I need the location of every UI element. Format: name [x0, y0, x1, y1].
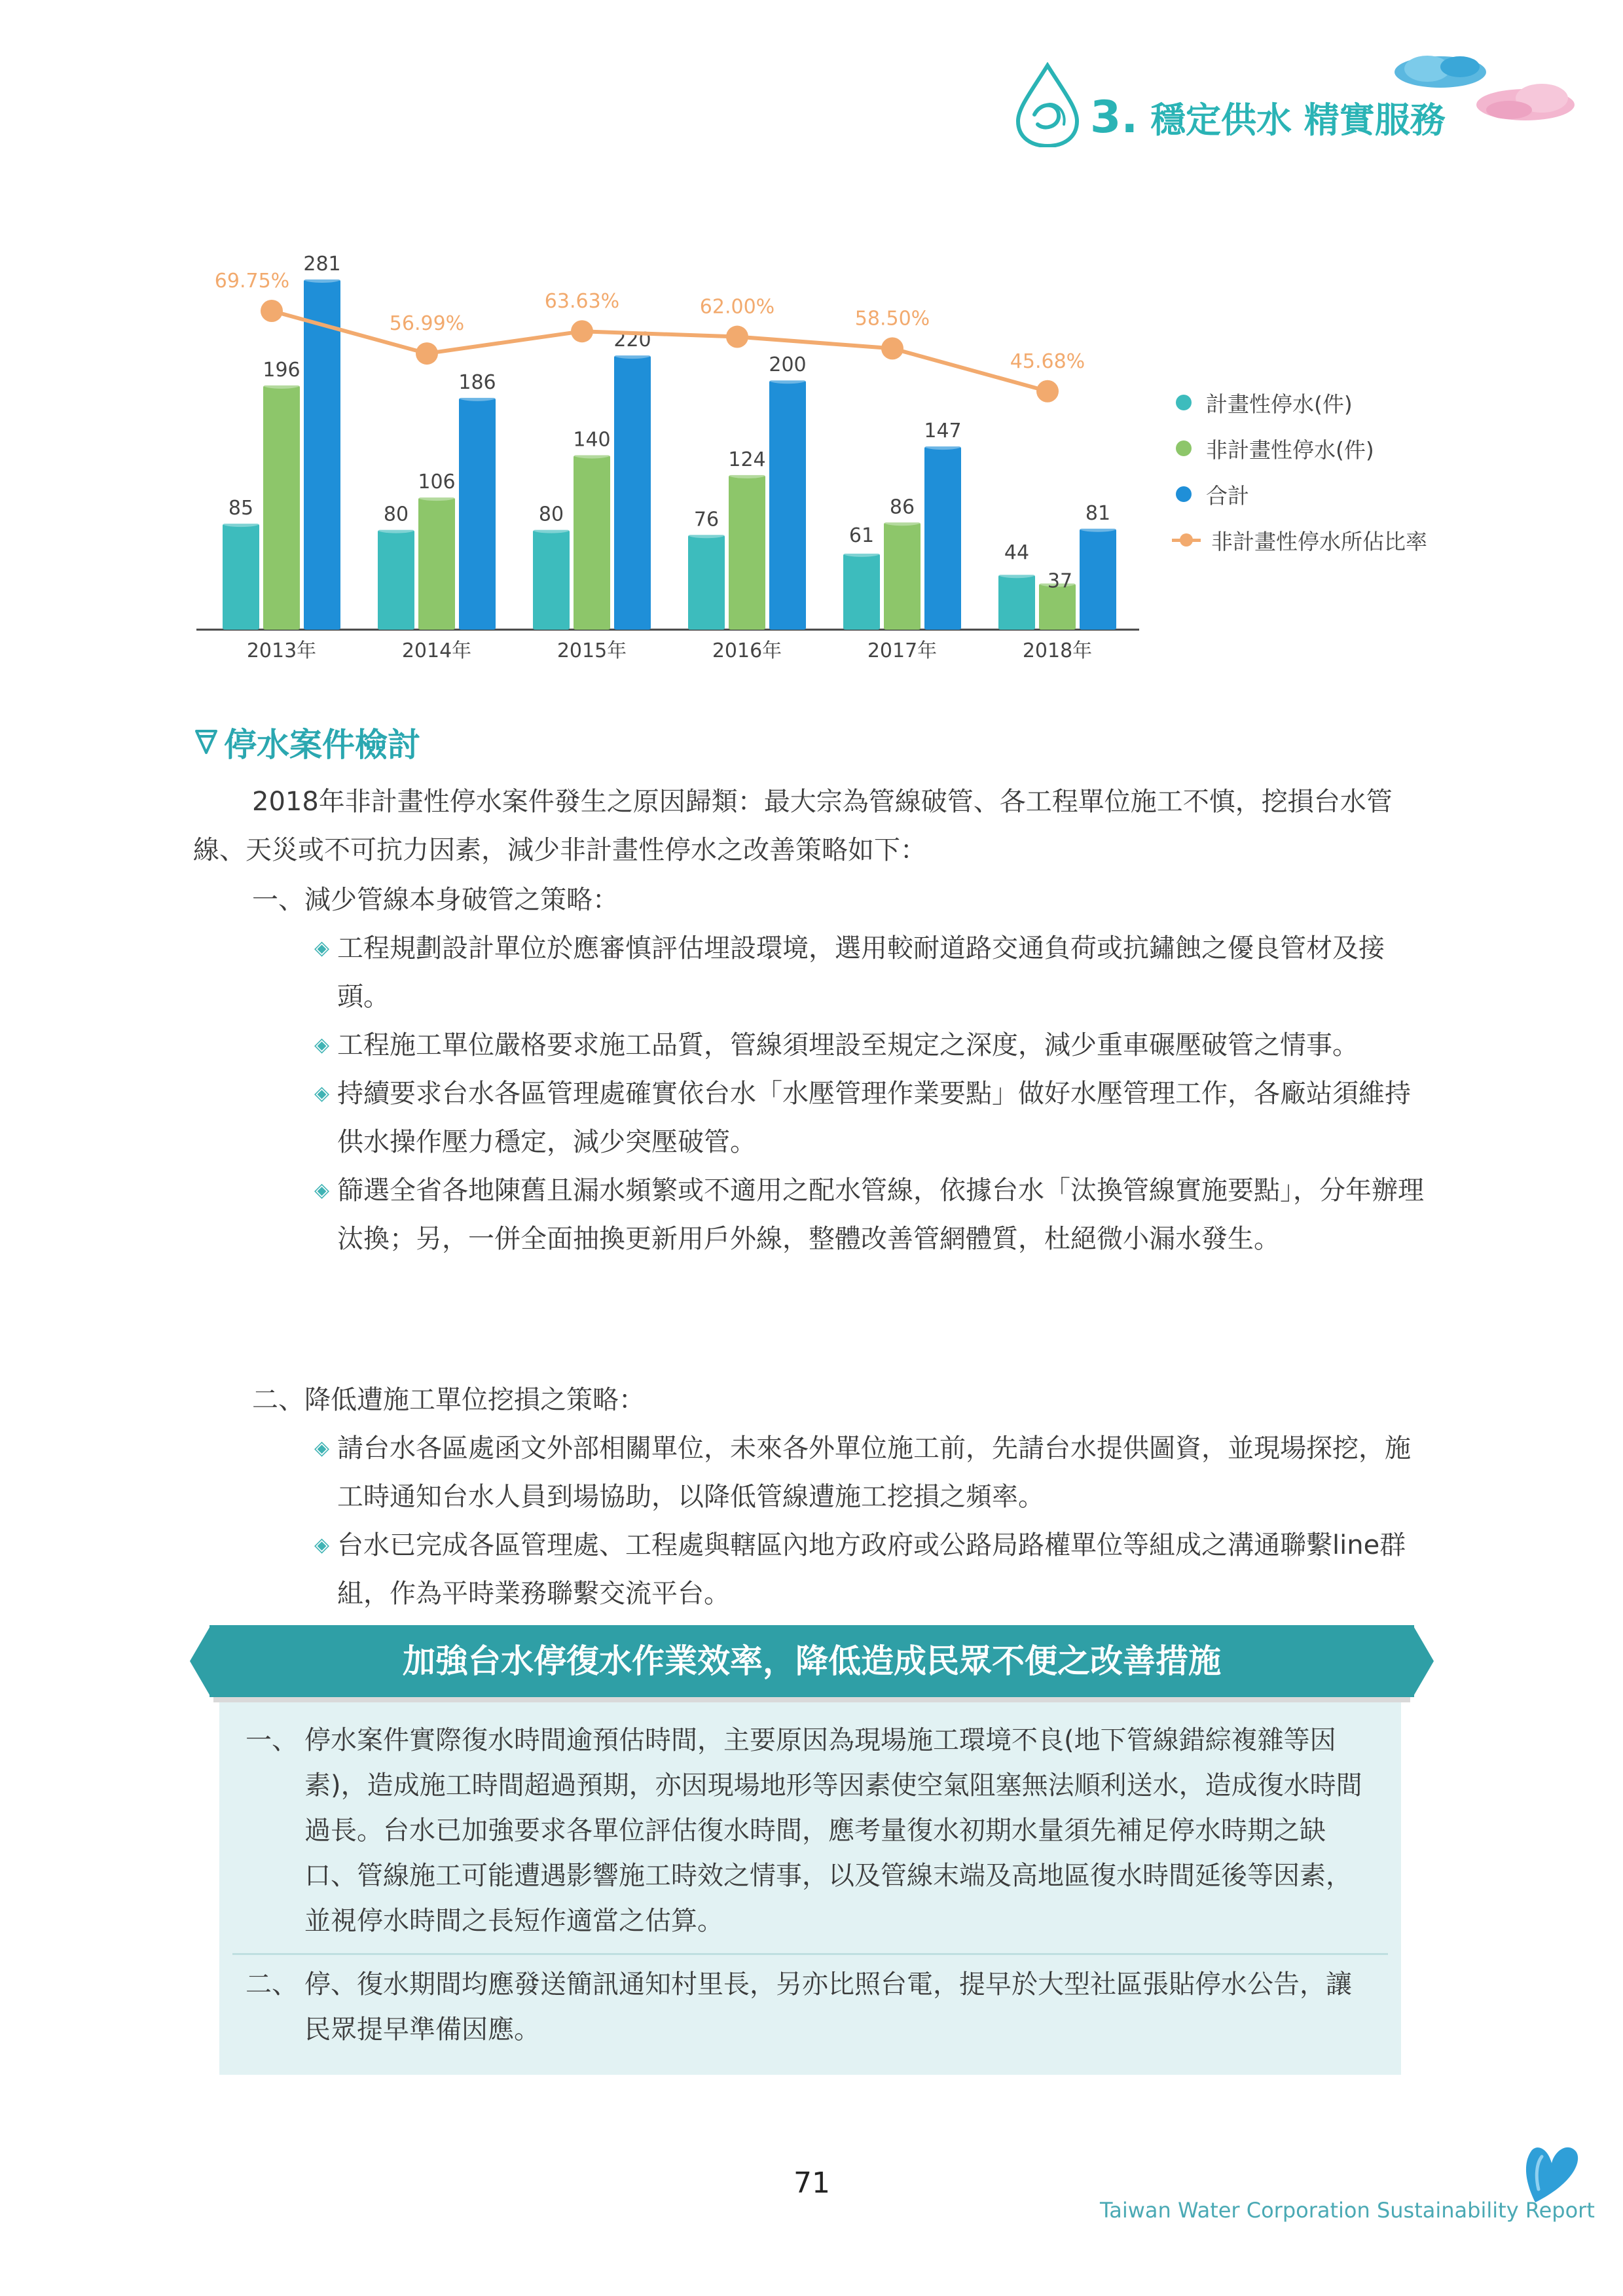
diamond-bullet-icon: ◈ — [314, 1179, 330, 1202]
legend-item-unplanned: 非計畫性停水(件) — [1172, 425, 1427, 471]
ratio-label: 45.68% — [1010, 350, 1085, 373]
x-tick-label: 2015年 — [556, 639, 627, 662]
bar — [843, 554, 880, 630]
list-item: ◈ 請台水各區處函文外部相關單位，未來各外單位施工前，先請台水提供圖資，並現場探挖，施工時通知台水人員到場協助，以降低管線遭施工挖損之頻率。 — [314, 1424, 1434, 1521]
highlight-item-1: 一、 停水案件實際復水時間逾預估時間，主要原因為現場施工環境不良(地下管線錯綜複雜等因素)，造成施工時間超過預期，亦因現場地形等因素使空氣阻塞無法順利送水，造成復水時間過長。台水已加強要求各單位評估復水時間，應考量復水初期水量須先補足停水時期之缺口、管線施工可能遭遇影響施工時效之情事，以及管線末端及高地區復水時間延後等因素，並視停水時間之長短作適當之估算。 — [246, 1725, 1362, 1936]
bar-cap — [924, 443, 961, 450]
diamond-bullet-icon: ◈ — [314, 1033, 330, 1056]
bar-cap — [884, 519, 921, 526]
list-item: ◈ 台水已完成各區管理處、工程處與轄區內地方政府或公路局路權單位等組成之溝通聯繫line群組，作為平時業務聯繫交流平台。 — [314, 1521, 1434, 1618]
bar — [614, 355, 651, 630]
bar-cap — [574, 452, 610, 458]
cloud-icon — [1388, 52, 1584, 131]
bar — [998, 575, 1035, 630]
heart-drop-icon — [1522, 2144, 1581, 2206]
data-label: 220 — [613, 329, 651, 352]
section-title: 停水案件檢討 — [224, 726, 420, 764]
data-label: 86 — [889, 495, 915, 519]
ratio-point — [416, 342, 438, 365]
legend-item-total: 合計 — [1172, 471, 1427, 517]
bar-cap — [223, 520, 259, 527]
pencil-icon — [193, 723, 219, 756]
report-name: Taiwan Water Corporation Sustainability Report — [1100, 2198, 1595, 2223]
bar-cap — [459, 395, 496, 401]
data-label: 37 — [1047, 569, 1073, 593]
ratio-label: 58.50% — [854, 307, 930, 331]
bar-cap — [533, 527, 570, 533]
data-label: 186 — [458, 370, 496, 394]
data-label: 124 — [728, 448, 766, 471]
bar — [418, 497, 455, 630]
ratio-point — [571, 320, 593, 342]
ratio-label: 63.63% — [544, 290, 620, 314]
data-label: 81 — [1085, 501, 1111, 525]
data-label: 196 — [263, 358, 301, 382]
bar — [378, 530, 414, 630]
x-tick-label: 2017年 — [867, 639, 938, 662]
data-label: 76 — [693, 508, 720, 531]
highlight-banner-title: 加強台水停復水作業效率，降低造成民眾不便之改善措施 — [403, 1642, 1221, 1680]
strategy1-list — [314, 924, 1434, 1263]
list-item: ◈ 工程施工單位嚴格要求施工品質，管線須埋設至規定之深度，減少重車碾壓破管之情事。 — [314, 1021, 1434, 1069]
data-label: 106 — [418, 471, 456, 494]
water-drop-logo-icon — [1012, 62, 1084, 147]
data-label: 281 — [303, 253, 341, 276]
water-outage-chart — [196, 236, 1165, 681]
ratio-label: 62.00% — [699, 295, 775, 319]
chapter-title: 3. 穩定供水 精實服務 — [1090, 92, 1446, 143]
x-tick-label: 2016年 — [712, 639, 782, 662]
page-number: 71 — [793, 2166, 830, 2200]
ratio-point — [261, 300, 283, 322]
bar — [1080, 529, 1116, 630]
bar-cap — [729, 472, 765, 478]
bar-cap — [769, 377, 806, 384]
ratio-point — [726, 326, 748, 348]
ratio-point — [1036, 380, 1059, 403]
bar — [574, 455, 610, 630]
x-tick-label: 2018年 — [1022, 639, 1093, 662]
data-label: 147 — [924, 420, 962, 443]
data-label: 44 — [1004, 541, 1030, 565]
bar-cap — [1080, 526, 1116, 532]
chart-legend — [1172, 380, 1427, 563]
diamond-bullet-icon: ◈ — [314, 1082, 330, 1105]
bar-cap — [418, 494, 455, 501]
bar-cap — [304, 276, 340, 283]
x-tick-label: 2014年 — [401, 639, 472, 662]
bar — [533, 530, 570, 630]
strategy2-heading: 二、降低遭施工單位挖損之策略： — [252, 1385, 645, 1415]
banner-right-tip — [1413, 1625, 1434, 1697]
highlight-item-2: 二、 停、復水期間均應發送簡訊通知村里長，另亦比照台電，提早於大型社區張貼停水公告，讓民眾提早準備因應。 — [246, 1969, 1352, 2045]
bar — [263, 386, 300, 630]
ratio-line — [272, 311, 1048, 391]
bar — [924, 446, 961, 630]
bar-cap — [263, 382, 300, 389]
legend-item-ratio: 非計畫性停水所佔比率 — [1172, 517, 1427, 563]
legend-item-planned: 計畫性停水(件) — [1172, 380, 1427, 425]
bar-cap — [378, 527, 414, 533]
bar-cap — [843, 550, 880, 557]
bar — [688, 535, 725, 630]
data-label: 61 — [848, 524, 875, 547]
list-item: ◈ 工程規劃設計單位於應審慎評估埋設環境，選用較耐道路交通負荷或抗鏽蝕之優良管材及接頭。 — [314, 924, 1434, 1021]
list-item: ◈ 篩選全省各地陳舊且漏水頻繁或不適用之配水管線，依據台水「汰換管線實施要點」，分年辦理汰換；另，一併全面抽換更新用戶外線，整體改善管網體質，杜絕微小漏水發生。 — [314, 1166, 1434, 1263]
data-label: 85 — [228, 497, 254, 520]
intro-paragraph: 2018年非計畫性停水案件發生之原因歸類：最大宗為管線破管、各工程單位施工不慎，挖損台水管線、天災或不可抗力因素，減少非計畫性停水之改善策略如下： — [193, 787, 1393, 865]
list-item: ◈ 持續要求台水各區管理處確實依台水「水壓管理作業要點」做好水壓管理工作，各廠站須維持供水操作壓力穩定，減少突壓破管。 — [314, 1069, 1434, 1166]
divider — [232, 1953, 1388, 1955]
data-label: 80 — [383, 503, 409, 526]
banner-left-tip — [190, 1625, 211, 1697]
bar-cap — [998, 571, 1035, 578]
bar — [884, 522, 921, 630]
ratio-point — [881, 337, 903, 359]
bar — [459, 398, 496, 630]
data-label: 200 — [769, 353, 807, 377]
bar — [304, 279, 340, 630]
bar — [769, 380, 806, 630]
ratio-label: 56.99% — [389, 312, 465, 336]
diamond-bullet-icon: ◈ — [314, 937, 330, 960]
bar — [729, 475, 765, 630]
strategy1-heading: 一、減少管線本身破管之策略： — [252, 885, 619, 915]
ratio-label: 69.75% — [214, 270, 290, 293]
bar-cap — [688, 531, 725, 538]
diamond-bullet-icon: ◈ — [314, 1534, 330, 1556]
data-label: 140 — [573, 428, 611, 452]
strategy2-list — [314, 1424, 1434, 1618]
x-tick-label: 2013年 — [246, 639, 317, 662]
diamond-bullet-icon: ◈ — [314, 1437, 330, 1460]
bar-cap — [614, 352, 651, 359]
data-label: 80 — [538, 503, 564, 526]
bar — [223, 524, 259, 630]
